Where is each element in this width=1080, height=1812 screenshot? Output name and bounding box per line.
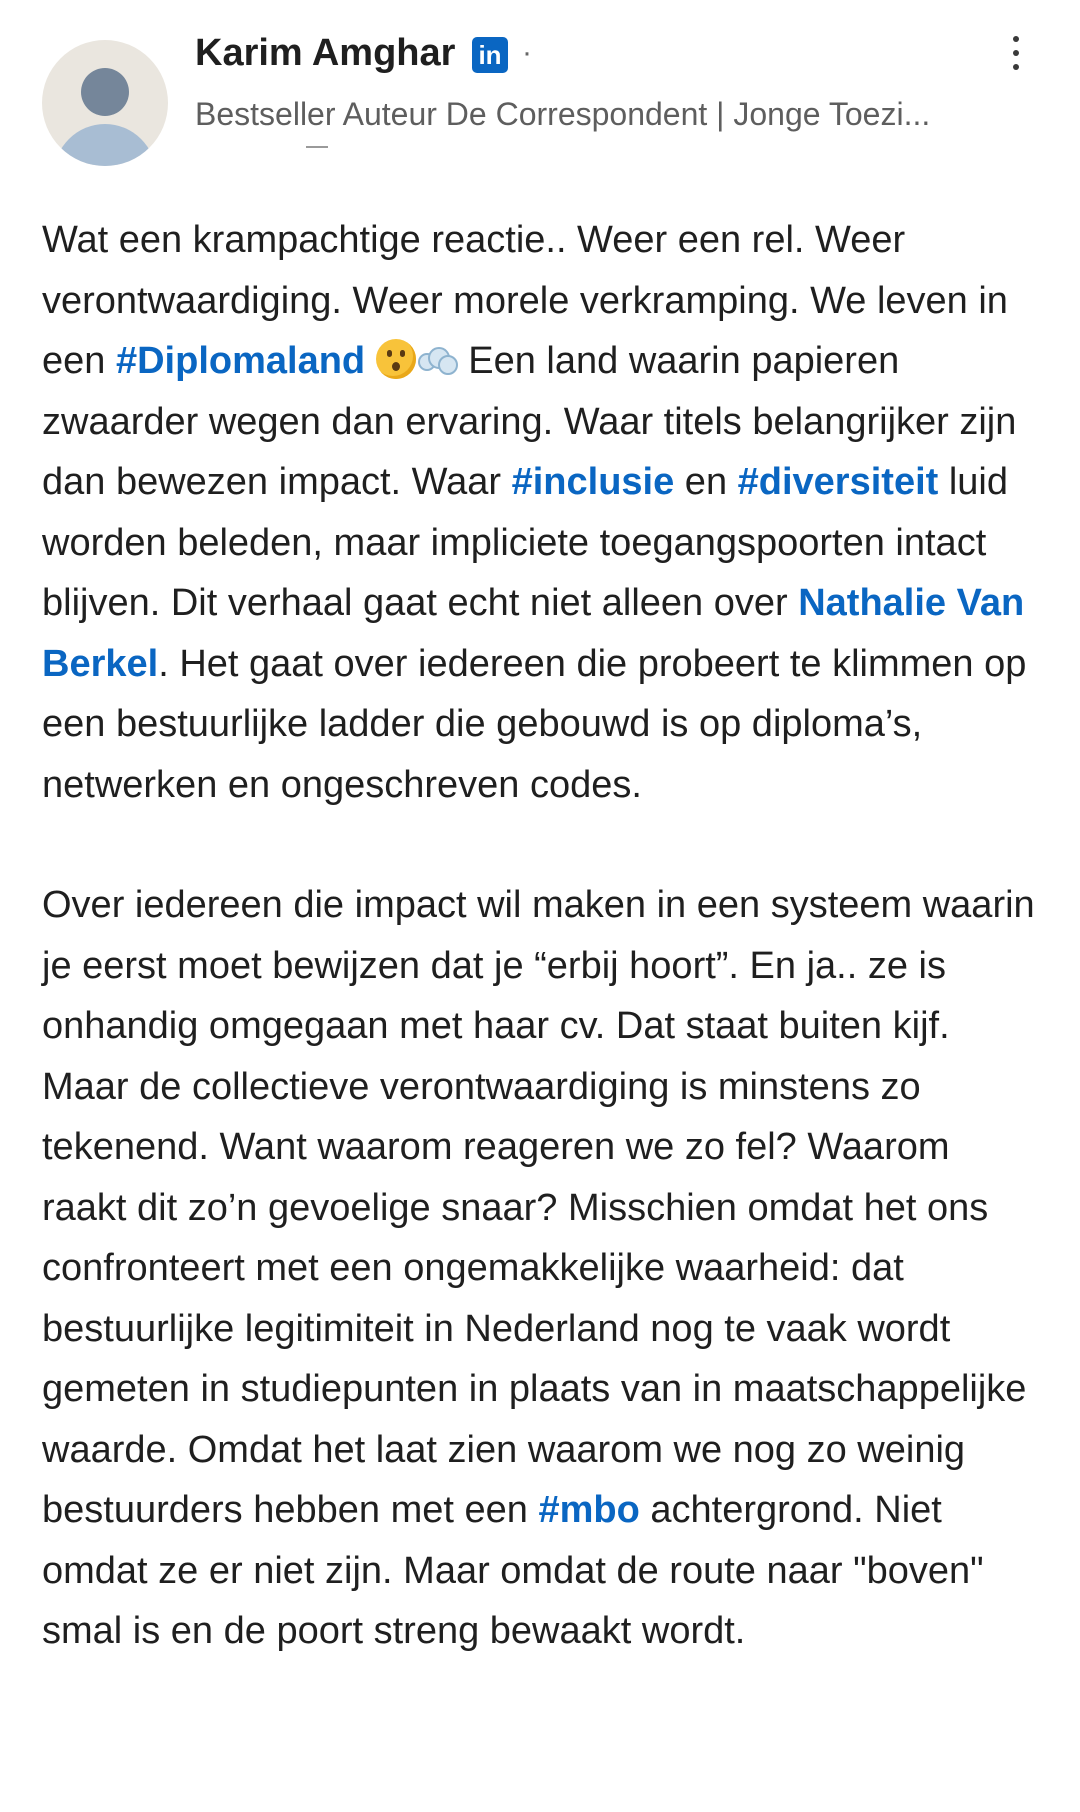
- more-options-button[interactable]: [998, 30, 1034, 78]
- more-vertical-icon: [1013, 36, 1019, 42]
- hashtag-mbo[interactable]: #mbo: [538, 1489, 640, 1531]
- post-text: Een land waarin papieren zwaarder wegen dan ervaring. Waar titels belangrijker zijn dan bewezen impact. Waar: [42, 340, 1017, 503]
- more-vertical-icon-dot: [1013, 64, 1019, 70]
- hashtag-diversiteit[interactable]: #diversiteit: [737, 461, 939, 503]
- author-name[interactable]: Karim Amghar: [195, 32, 456, 74]
- post-body: [42, 210, 1042, 1662]
- post-header: [0, 0, 1080, 190]
- post-text: . Het gaat over iedereen die probeert te klimmen op een bestuurlijke ladder die gebouwd is op diploma’s, netwerken en ongeschreven codes.: [42, 642, 1027, 806]
- mention-nathalie-van-berkel[interactable]: Nathalie Van Berkel: [42, 582, 1025, 685]
- author-avatar[interactable]: [42, 40, 168, 166]
- hashtag-diplomaland[interactable]: #Diplomaland: [115, 340, 366, 382]
- more-vertical-icon-dot: [1013, 50, 1019, 56]
- post-paragraph-2: [42, 875, 1042, 1662]
- person-placeholder-icon: [81, 68, 129, 116]
- post-text: en: [674, 461, 738, 503]
- post-text: achtergrond. Niet omdat ze er niet zijn. Maar omdat de route naar "boven" smal is en de poort streng bewaakt wordt.: [42, 1489, 984, 1652]
- hashtag-inclusie[interactable]: #inclusie: [511, 461, 675, 503]
- dash-emoji: [416, 343, 458, 377]
- person-placeholder-body: [54, 124, 156, 166]
- headline-overflow-mark: [306, 146, 328, 154]
- connection-degree: ·: [522, 36, 532, 69]
- post-text: Over iedereen die impact wil maken in een systeem waarin je eerst moet bewijzen dat je “erbij hoort”. En ja.. ze is onhandig omgegaan met haar cv. Dat staat buiten kijf. Maar de collectieve verontwaardiging is minstens zo tekenend. Want waarom reageren we zo fel? Waarom raakt dit zo’n gevoelige snaar? Misschien omdat het ons confronteert met een ongemakkelijke waarheid: dat bestuurlijke legitimiteit in Nederland nog te vaak wordt gemeten in studiepunten in plaats van in maatschappelijke waarde. Omdat het laat zien waarom we nog zo weinig bestuurders hebben met een: [42, 884, 1035, 1531]
- linkedin-icon: in: [472, 37, 508, 73]
- post-paragraph-1: [42, 210, 1042, 815]
- hushed-face-emoji: [376, 339, 416, 379]
- post-text: luid worden beleden, maar impliciete toegangspoorten intact blijven. Dit verhaal gaat echt niet alleen over: [42, 461, 1009, 624]
- author-headline: Bestseller Auteur De Correspondent | Jonge Toezi...: [195, 96, 931, 132]
- post-text: Wat een krampachtige reactie.. Weer een rel. Weer verontwaardiging. Weer morele verkramping. We leven in een: [42, 219, 1008, 382]
